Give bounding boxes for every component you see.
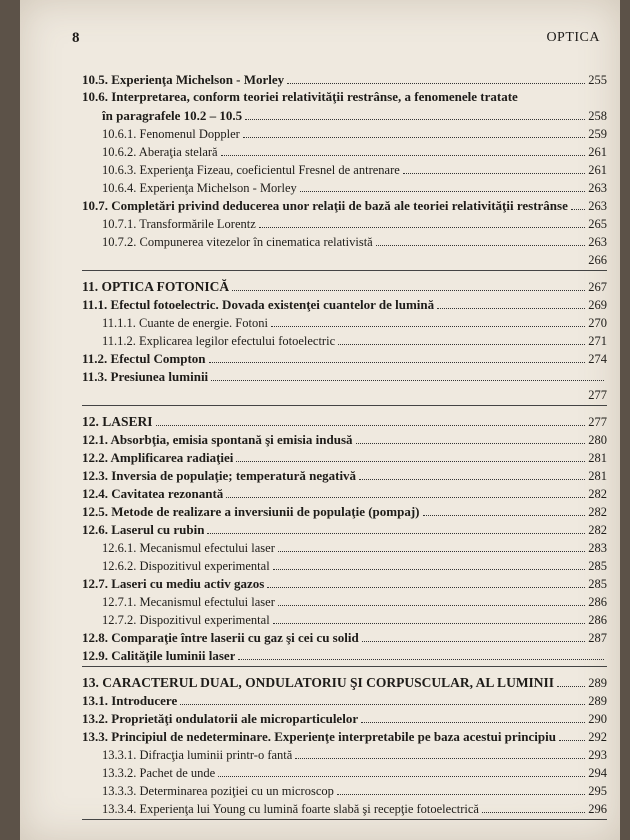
leader-dots [571,209,585,210]
leader-dots [338,344,585,345]
toc-entry-title: 12.6.2. Dispozitivul experimental [102,559,270,573]
leader-dots [232,290,585,291]
toc-page-number: 263 [588,181,607,195]
leader-dots [278,605,585,606]
toc-entry [82,466,607,484]
toc-entry-title: 12.7.1. Mecanismul efectului laser [102,595,275,609]
toc-page-number: 294 [588,766,607,780]
leader-dots [267,587,585,588]
leader-dots [359,479,585,480]
toc-page-number: 289 [588,676,607,690]
leader-dots [271,326,585,327]
toc-page-number: 285 [588,577,607,591]
leader-dots [245,119,585,120]
toc-page-number: 290 [588,712,607,726]
leader-dots [180,704,585,705]
toc-entry [82,484,607,502]
toc-entry [82,574,607,592]
toc-page-number: 292 [588,730,607,744]
toc-page-number: 261 [588,163,607,177]
toc-page-number: 261 [588,145,607,159]
toc-entry [82,709,607,727]
toc-chapter [82,277,607,295]
leader-dots [243,137,585,138]
leader-dots [362,641,586,642]
toc-page-number: 286 [588,613,607,627]
leader-dots [337,794,585,795]
toc-page-number: 267 [588,280,607,294]
toc-entry-title: 13.3.4. Experienţa lui Young cu lumină foarte slabă şi recepţie fotoelectrică [102,802,479,816]
toc-entry [82,592,607,610]
leader-dots [238,659,604,660]
toc-entry [82,448,607,466]
leader-dots [482,812,585,813]
toc-page-number: 263 [588,235,607,249]
toc-entry-title: 13.3.2. Pachet de unde [102,766,216,780]
page-number: 8 [72,30,80,46]
toc-entry [82,160,607,178]
toc-entry [82,520,607,538]
toc-entry-title: 11.1. Efectul fotoelectric. Dovada existenţei cuantelor de lumină [82,297,435,312]
toc-entry [82,691,607,709]
running-title: OPTICA [546,30,600,45]
leader-dots [361,722,585,723]
leader-dots [273,569,586,570]
leader-dots [376,245,586,246]
toc-entry-title: 11. OPTICA FOTONICĂ [82,279,230,294]
toc-entry-title: 11.1.1. Cuante de energie. Fotoni [102,316,268,330]
toc-entry-title: 10.7.2. Compunerea vitezelor în cinematica relativistă [102,235,373,249]
toc-entry-title: 11.2. Efectul Compton [82,351,206,366]
toc-entry [82,232,607,250]
toc-page-number: 281 [588,451,607,465]
toc-entry-title: 12.8. Comparaţie între laserii cu gaz şi cei cu solid [82,630,359,645]
toc-page-number: 293 [588,748,607,762]
toc-entry-title: 10.7.1. Transformările Lorentz [102,217,256,231]
leader-dots [403,173,585,174]
toc-entry-title: 12.6. Laserul cu rubin [82,522,205,537]
toc-page-number: 283 [588,541,607,555]
toc-entry [82,331,607,349]
toc-page-number: 277 [588,415,607,429]
toc-page-number: 263 [588,199,607,213]
toc-entry [82,646,607,664]
toc-page-number: 265 [588,217,607,231]
toc-entry-title: 12.4. Cavitatea rezonantă [82,486,224,501]
toc-entry-title: 12.7.2. Dispozitivul experimental [102,613,270,627]
toc-page-number: 295 [588,784,607,798]
leader-dots [236,461,585,462]
toc-entry-title: 11.1.2. Explicarea legilor efectului fotoelectric [102,334,336,348]
table-of-contents [82,70,607,826]
leader-dots [356,443,586,444]
book-page [20,0,620,840]
toc-entry-title: 11.3. Presiunea luminii [82,369,209,384]
leader-dots [207,533,585,534]
toc-entry-title: 13.3. Principiul de nedeterminare. Experienţe interpretabile pe baza acestui principiu [82,729,556,744]
leader-dots [226,497,585,498]
toc-page-number: 285 [588,559,607,573]
toc-page-number: 282 [588,523,607,537]
leader-dots [287,83,585,84]
toc-entry-title: 13.3.3. Determinarea poziţiei cu un microscop [102,784,334,798]
toc-entry [82,727,607,745]
toc-entry [82,610,607,628]
toc-entry [82,349,607,367]
leader-dots [557,686,585,687]
toc-section [82,277,607,406]
toc-page-number: 258 [588,109,607,123]
leader-dots [259,227,585,228]
leader-dots [295,758,585,759]
toc-entry [82,367,607,385]
toc-section [82,70,607,271]
leader-dots [209,362,586,363]
toc-section [82,673,607,820]
toc-entry [82,781,607,799]
toc-entry-title: 10.5. Experienţa Michelson - Morley [82,72,285,87]
toc-page-number: 287 [588,631,607,645]
leader-dots [218,776,585,777]
toc-chapter [82,673,607,691]
toc-chapter [82,412,607,430]
toc-entry [82,196,607,214]
toc-entry-title: 12.6.1. Mecanismul efectului laser [102,541,275,555]
leader-dots [278,551,585,552]
toc-section [82,412,607,667]
toc-entry [82,556,607,574]
toc-page-number: 281 [588,469,607,483]
leader-dots [221,155,586,156]
toc-page-number: 270 [588,316,607,330]
leader-dots [156,425,586,426]
toc-page-number: 280 [588,433,607,447]
toc-entry [82,295,607,313]
toc-page-number: 286 [588,595,607,609]
toc-page-number: 289 [588,694,607,708]
leader-dots [559,740,585,741]
toc-entry-title: 10.7. Completări privind deducerea unor relaţii de bază ale teoriei relativităţii restrânse [82,198,568,213]
toc-entry [82,385,607,403]
toc-entry-title: 12.7. Laseri cu mediu activ gazos [82,576,265,591]
toc-entry-title: 12.1. Absorbţia, emisia spontană şi emisia indusă [82,432,353,447]
toc-entry [82,313,607,331]
toc-page-number: 255 [588,73,607,87]
toc-entry-title: 13.3.1. Difracţia luminii printr-o fantă [102,748,293,762]
toc-entry [82,799,607,817]
toc-entry-title: 13. CARACTERUL DUAL, ONDULATORIU ŞI CORPUSCULAR, AL LUMINII [82,675,555,690]
leader-dots [300,191,586,192]
toc-entry [82,763,607,781]
toc-entry [82,250,607,268]
toc-page-number: 271 [588,334,607,348]
toc-entry [82,142,607,160]
toc-entry-continuation [82,106,607,124]
toc-entry-title: 12.5. Metode de realizare a inversiunii de populaţie (pompaj) [82,504,420,519]
toc-entry-title: 13.1. Introducere [82,693,178,708]
toc-page-number: 269 [588,298,607,312]
toc-entry-title: 10.6.1. Fenomenul Doppler [102,127,240,141]
toc-entry-title: 13.2. Proprietăţi ondulatorii ale microparticulelor [82,711,359,726]
toc-entry-title: în paragrafele 10.2 – 10.5 [102,108,243,123]
leader-dots [423,515,586,516]
toc-entry-title: 10.6.3. Experienţa Fizeau, coeficientul Fresnel de antrenare [102,163,400,177]
toc-entry [82,628,607,646]
toc-entry [82,70,607,88]
leader-dots [437,308,585,309]
toc-entry [82,214,607,232]
toc-entry-title: 12.3. Inversia de populaţie; temperatură negativă [82,468,357,483]
toc-page-number: 259 [588,127,607,141]
toc-entry [82,502,607,520]
toc-entry-title: 12.9. Calităţile luminii laser [82,648,236,663]
toc-entry-title: 10.6.2. Aberaţia stelară [102,145,218,159]
toc-entry-title: 12. LASERI [82,414,153,429]
leader-dots [273,623,586,624]
toc-entry-title: 10.6.4. Experienţa Michelson - Morley [102,181,297,195]
page-header [72,30,600,54]
toc-page-number: 277 [588,388,607,402]
toc-entry [82,124,607,142]
toc-page-number: 274 [588,352,607,366]
toc-entry-title: 10.6. Interpretarea, conform teoriei relativităţii restrânse, a fenomenele tratate [82,89,518,104]
toc-entry [82,538,607,556]
toc-entry-title: 12.2. Amplificarea radiaţiei [82,450,234,465]
toc-page-number: 282 [588,487,607,501]
toc-entry [82,430,607,448]
toc-entry [82,178,607,196]
toc-entry [82,745,607,763]
leader-dots [211,380,604,381]
toc-page-number: 266 [588,253,607,267]
toc-entry [82,88,607,124]
toc-page-number: 296 [588,802,607,816]
toc-page-number: 282 [588,505,607,519]
